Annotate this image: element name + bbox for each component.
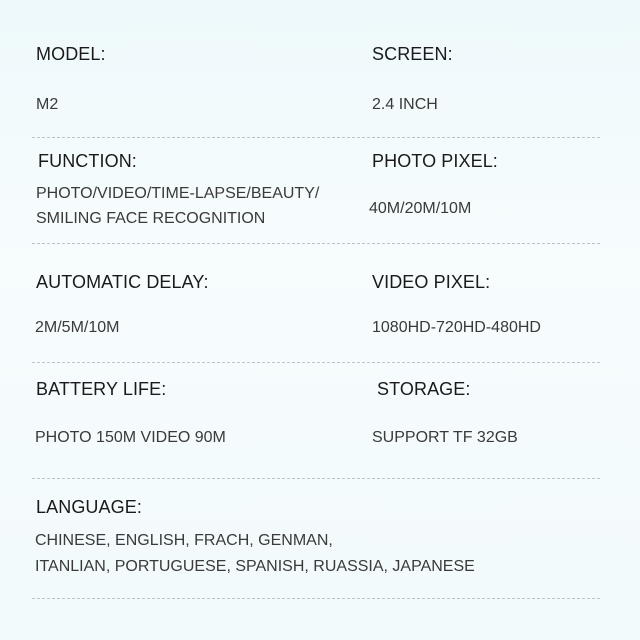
battery-life-label: BATTERY LIFE: — [36, 379, 167, 399]
storage-label: STORAGE: — [377, 379, 471, 399]
language-label: LANGUAGE: — [36, 497, 142, 517]
battery-life-value: PHOTO 150M VIDEO 90M — [35, 429, 226, 446]
model-value: M2 — [36, 96, 59, 113]
storage-value: SUPPORT TF 32GB — [372, 429, 518, 446]
divider — [32, 598, 600, 599]
language-value-line1: CHINESE, ENGLISH, FRACH, GENMAN, — [35, 532, 333, 549]
photo-pixel-value: 40M/20M/10M — [369, 200, 472, 217]
divider — [32, 478, 600, 479]
screen-label: SCREEN: — [372, 44, 453, 64]
photo-pixel-label: PHOTO PIXEL: — [372, 151, 498, 171]
divider — [32, 362, 600, 363]
function-value-line2: SMILING FACE RECOGNITION — [36, 210, 266, 227]
function-label: FUNCTION: — [38, 151, 137, 171]
function-value-line1: PHOTO/VIDEO/TIME-LAPSE/BEAUTY/ — [36, 185, 320, 202]
divider — [32, 243, 600, 244]
model-label: MODEL: — [36, 44, 106, 64]
video-pixel-value: 1080HD-720HD-480HD — [372, 319, 541, 336]
language-value-line2: ITANLIAN, PORTUGUESE, SPANISH, RUASSIA, JAPANESE — [35, 558, 475, 575]
automatic-delay-label: AUTOMATIC DELAY: — [36, 272, 209, 292]
automatic-delay-value: 2M/5M/10M — [35, 319, 120, 336]
screen-value: 2.4 INCH — [372, 96, 438, 113]
video-pixel-label: VIDEO PIXEL: — [372, 272, 491, 292]
divider — [32, 137, 600, 138]
